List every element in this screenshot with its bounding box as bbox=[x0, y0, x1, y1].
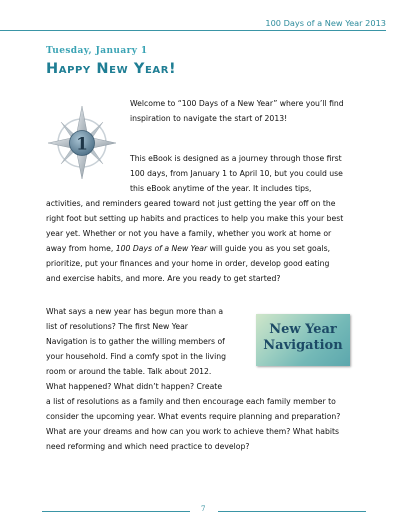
banner-line: Navigation bbox=[263, 338, 343, 353]
navigation-line: Navigation is to gather the willing members of bbox=[46, 337, 225, 346]
header-rule bbox=[0, 30, 386, 31]
intro-line: right foot but setting up habits and practices to help you make this your best bbox=[46, 214, 344, 223]
intro-line: prioritize, put your finances and your home in order, develop good eating bbox=[46, 259, 330, 268]
page-number: 7 bbox=[201, 505, 206, 513]
intro-line bbox=[46, 241, 343, 256]
book-title: 100 Days of a New Year bbox=[115, 244, 208, 253]
navigation-line: consider the upcoming year. What events require planning and preparation? bbox=[46, 412, 341, 421]
navigation-line: need reforming and which need practice to develop? bbox=[46, 442, 250, 451]
intro-line: activities, and reminders geared toward not just getting the year off on the bbox=[46, 199, 336, 208]
intro-line: this eBook anytime of the year. It includes tips, bbox=[130, 184, 312, 193]
intro-text-pre: away from home, bbox=[46, 244, 116, 253]
navigation-line: list of resolutions? The first New Year bbox=[46, 322, 188, 331]
intro-line: year yet. Whether or not you have a family, whether you work at home or bbox=[46, 229, 332, 238]
banner-line: New Year bbox=[269, 322, 337, 337]
compass-rose-icon bbox=[47, 105, 117, 180]
navigation-line: room or around the table. Talk about 2012. bbox=[46, 367, 212, 376]
footer-rule-right bbox=[218, 511, 366, 512]
welcome-line: inspiration to navigate the start of 2013! bbox=[130, 114, 288, 123]
header-title: 100 Days of a New Year 2013 bbox=[265, 18, 386, 28]
navigation-paragraph-bottom bbox=[46, 394, 340, 454]
date-line: Tuesday, January 1 bbox=[46, 46, 148, 56]
page-heading: Happy New Year! bbox=[46, 61, 177, 77]
navigation-line: your household. Find a comfy spot in the living bbox=[46, 352, 226, 361]
new-year-navigation-banner bbox=[256, 314, 350, 366]
navigation-line: What happened? What didn’t happen? Create bbox=[46, 382, 223, 391]
welcome-line: Welcome to “100 Days of a New Year” where you’ll find bbox=[130, 99, 344, 108]
intro-line: This eBook is designed as a journey through those first bbox=[130, 154, 342, 163]
intro-line: 100 days, from January 1 to April 10, but you could use bbox=[130, 169, 343, 178]
welcome-paragraph bbox=[130, 96, 344, 126]
navigation-line: What are your dreams and how can you work to achieve them? What habits bbox=[46, 427, 340, 436]
banner-text bbox=[256, 322, 350, 354]
navigation-line: What says a new year has begun more than a bbox=[46, 307, 224, 316]
intro-paragraph-top bbox=[130, 151, 343, 196]
navigation-line: a list of resolutions as a family and then encourage each family member to bbox=[46, 397, 336, 406]
intro-paragraph-bottom bbox=[46, 196, 343, 286]
navigation-paragraph-top bbox=[46, 304, 226, 394]
compass-number: 1 bbox=[76, 134, 88, 155]
intro-text-post: will guide you as you set goals, bbox=[207, 244, 331, 253]
footer-rule-left bbox=[42, 511, 190, 512]
intro-line: and exercise habits, and more. Are you ready to get started? bbox=[46, 274, 281, 283]
